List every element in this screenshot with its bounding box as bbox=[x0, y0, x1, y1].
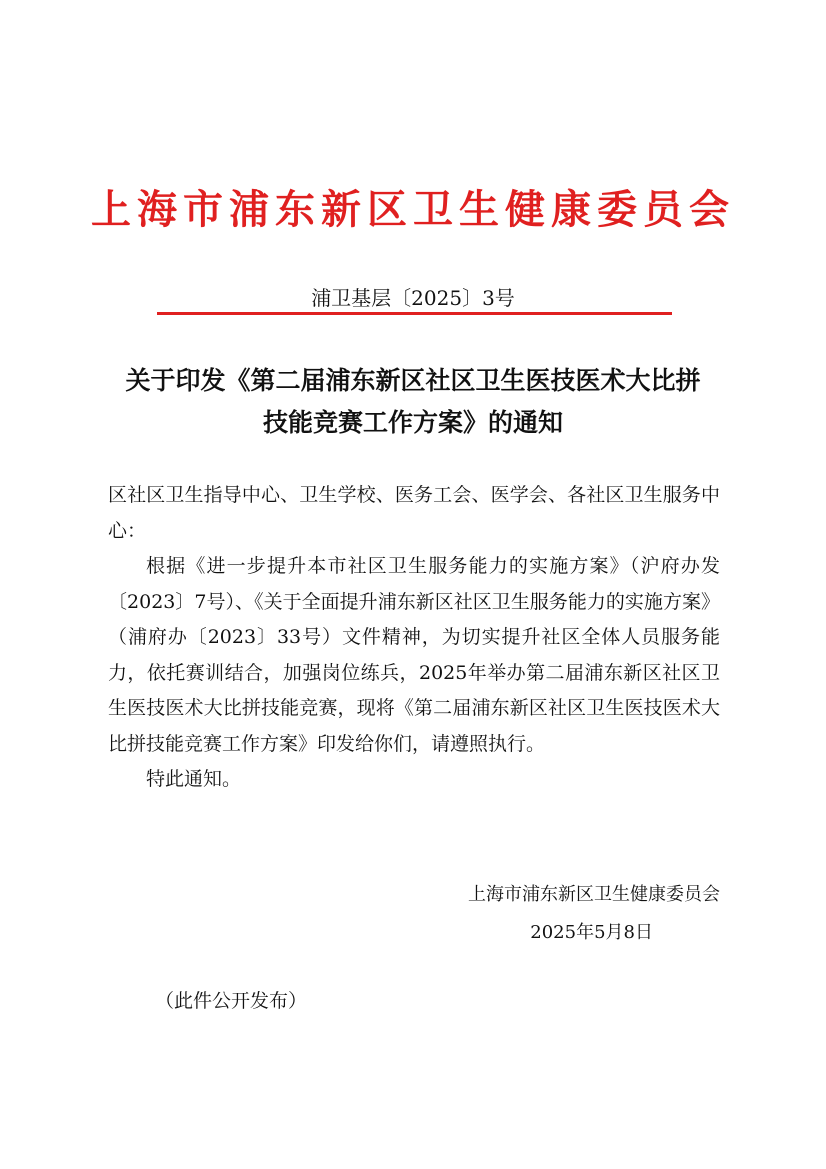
agency-header: 上海市浦东新区卫生健康委员会 bbox=[91, 186, 735, 233]
notice-body bbox=[108, 478, 720, 798]
notice-title-line-2: 技能竞赛工作方案》的通知 bbox=[262, 408, 563, 437]
notice-title-line-1: 关于印发《第二届浦东新区社区卫生医技医术大比拼 bbox=[125, 366, 701, 395]
addressees: 区社区卫生指导中心、卫生学校、医务工会、医学会、各社区卫生服务中心： bbox=[108, 484, 720, 542]
signature-organization: 上海市浦东新区卫生健康委员会 bbox=[468, 884, 720, 905]
notice-title bbox=[100, 360, 726, 444]
signature-date: 2025年5月8日 bbox=[530, 922, 653, 943]
closing-line: 特此通知。 bbox=[146, 768, 242, 790]
publication-note: （此件公开发布） bbox=[155, 990, 308, 1012]
document-number: 浦卫基层〔2025〕3号 bbox=[311, 286, 515, 310]
red-divider-line bbox=[157, 312, 672, 315]
main-paragraph: 根据《进一步提升本市社区卫生服务能力的实施方案》（沪府办发〔2023〕7号）、《关于全面提升浦东新区社区卫生服务能力的实施方案》（浦府办〔2023〕33号）文件精神，为切实提升社区全体人员服务能力，依托赛训结合，加强岗位练兵，2025年举办第二届浦东新区社区卫生医技医术大比拼技能竞赛，现将《第二届浦东新区社区卫生医技医术大比拼技能竞赛工作方案》印发给你们，请遵照执行。 bbox=[108, 555, 720, 755]
